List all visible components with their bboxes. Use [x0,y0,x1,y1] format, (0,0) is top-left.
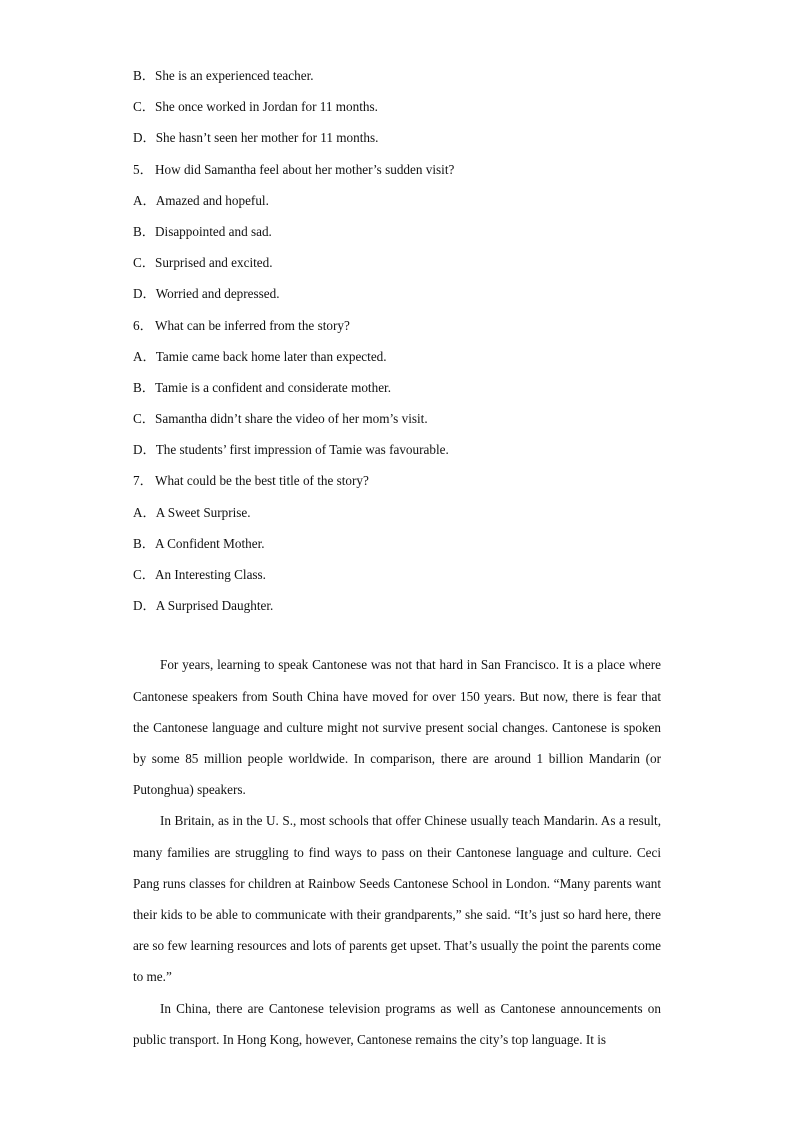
question-number: 5． [133,161,153,177]
option-line [133,284,661,315]
option-text: Surprised and excited. [155,255,273,271]
passage-paragraph: In China, there are Cantonese television programs as well as Cantonese announcements on public transport. In Hong Kong, however, Cantonese remains the city’s top language. It is [133,1000,661,1047]
option-line [133,191,661,222]
question-stem [133,160,661,191]
reading-passage [133,649,661,1055]
option-line [133,222,661,253]
question-stem [133,316,661,347]
option-text: Samantha didn’t share the video of her mom’s visit. [155,411,428,427]
question-list [133,66,661,627]
option-label: B． [133,535,155,551]
option-line [133,378,661,409]
option-text: Worried and depressed. [155,286,280,302]
question-text: What could be the best title of the story? [155,473,369,489]
option-text: Amazed and hopeful. [155,192,269,208]
option-text: The students’ first impression of Tamie was favourable. [155,442,449,458]
option-line [133,596,661,627]
option-text: She once worked in Jordan for 11 months. [155,99,378,115]
option-text: A Surprised Daughter. [155,598,274,614]
option-label: C． [133,411,155,427]
option-label: A． [133,348,156,364]
passage-paragraph: For years, learning to speak Cantonese was not that hard in San Francisco. It is a place where Cantonese speakers from South China have moved for over 150 years. But now, there is fear that the Cantonese language and culture might not survive present social changes. Cantonese is spoken by some 85 million people worldwide. In comparison, there are around 1 billion Mandarin (or Putonghua) speakers. [133,657,661,798]
option-line [133,565,661,596]
option-label: C． [133,255,155,271]
option-text: She hasn’t seen her mother for 11 months. [155,130,379,146]
option-text: A Confident Mother. [155,535,265,551]
option-text: An Interesting Class. [155,567,266,582]
passage-paragraph: In Britain, as in the U. S., most schools that offer Chinese usually teach Mandarin. As a result, many families are struggling to find ways to pass on their Cantonese language and culture. Ceci Pang runs classes for children at Rainbow Seeds Cantonese School in London. “Many parents want their kids to be able to communicate with their grandparents,” she said. “It’s just so hard here, there are so few learning resources and lots of parents get upset. That’s usually the point the parents come to me.” [133,813,661,985]
option-line [133,503,661,534]
option-line [133,253,661,284]
question-number: 7． [133,473,153,489]
option-line [133,347,661,378]
option-line [133,440,661,471]
question-text: What can be inferred from the story? [155,317,350,333]
option-text: Tamie is a confident and considerate mother. [155,379,392,395]
option-label: D． [133,130,156,146]
option-label: C． [133,567,155,582]
option-label: D． [133,442,156,458]
option-label: A． [133,192,156,208]
option-text: Disappointed and sad. [155,223,272,239]
option-label: D． [133,598,156,614]
option-label: B． [133,68,155,83]
option-text: A Sweet Surprise. [155,504,251,520]
question-stem [133,471,661,502]
option-label: B． [133,379,155,395]
option-line [133,409,661,440]
question-text: How did Samantha feel about her mother’s sudden visit? [155,161,455,177]
option-line [133,66,661,97]
question-number: 6． [133,317,153,333]
option-label: A． [133,504,156,520]
option-line [133,128,661,159]
option-text: She is an experienced teacher. [155,68,314,83]
option-line [133,97,661,128]
option-label: D． [133,286,156,302]
option-label: B． [133,223,155,239]
option-text: Tamie came back home later than expected. [155,348,387,364]
option-label: C． [133,99,155,115]
option-line [133,534,661,565]
